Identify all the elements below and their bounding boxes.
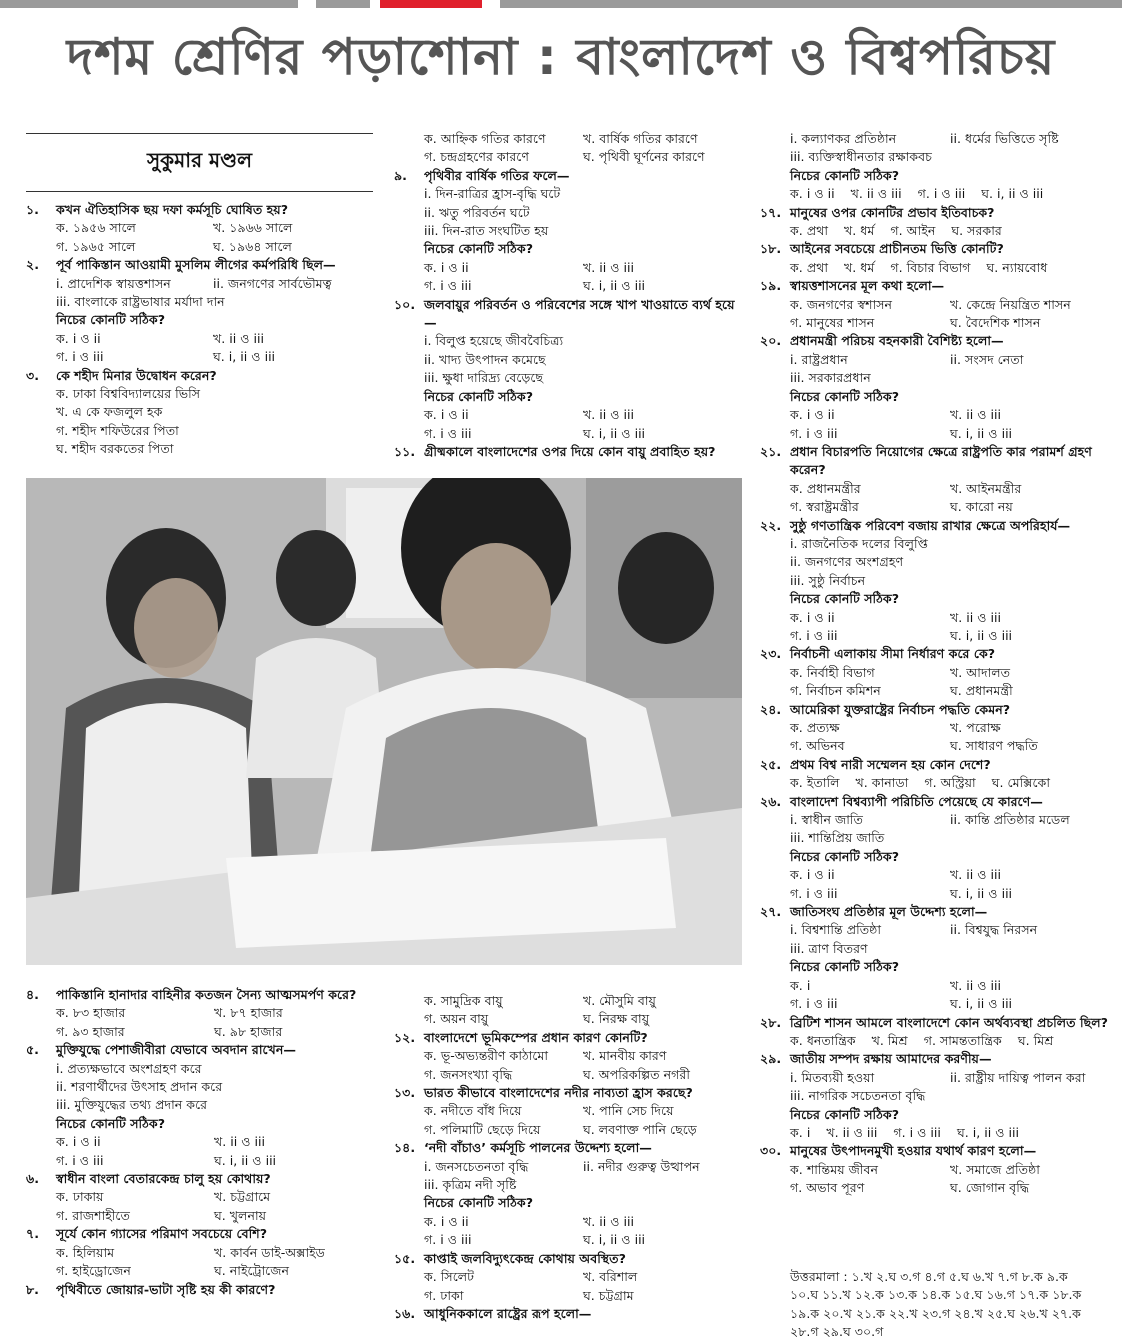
question-number: ২৬.	[760, 793, 782, 809]
question-28	[760, 1014, 1110, 1051]
option: ক. প্রত্যক্ষ	[790, 720, 840, 735]
column-2-bottom	[394, 992, 742, 1323]
question-number: ২৫.	[760, 756, 782, 772]
option: ক. নদীতে বাঁধ দিয়ে	[424, 1103, 522, 1119]
statement: i. দিন-রাত্রির হ্রাস-বৃদ্ধি ঘটে	[424, 186, 561, 202]
question-8	[26, 1281, 372, 1299]
question-number: ১৬.	[394, 1305, 416, 1321]
statement: i. বিশ্বশান্তি প্রতিষ্ঠা	[790, 922, 882, 938]
question-text: কখন ঐতিহাসিক ছয় দফা কর্মসূচি ঘোষিত হয়?	[56, 202, 288, 217]
option: ক. ঢাকায়	[56, 1189, 104, 1205]
option: ক. i ও ii	[56, 330, 101, 346]
option: খ. ধর্ম	[844, 259, 875, 275]
question-9	[394, 167, 742, 296]
statement: iii. সরকারপ্রধান	[790, 370, 871, 386]
question-text: প্রথম বিশ্ব নারী সম্মেলন হয় কোন দেশে?	[790, 756, 991, 772]
option: গ. বিচার বিভাগ	[890, 259, 971, 275]
question-number: ১৩.	[394, 1085, 416, 1101]
question-number: ১০.	[394, 296, 416, 312]
statement: iii. ত্রাণ বিতরণ	[790, 940, 868, 956]
question-text: ব্রিটিশ শাসন আমলে বাংলাদেশে কোন অর্থব্যবস্থা প্রচলিত ছিল?	[790, 1014, 1108, 1030]
question-5	[26, 1041, 372, 1170]
option: খ. এ কে ফজলুল হক	[56, 404, 163, 420]
option: ক. i ও ii	[56, 1134, 101, 1150]
option: খ. কেন্দ্রে নিয়ন্ত্রিত শাসন	[950, 296, 1071, 312]
option: গ. আইন	[890, 223, 936, 239]
question-number: ১৭.	[760, 204, 782, 220]
option: ক. ৮৩ হাজার	[56, 1005, 126, 1021]
statement: ii. শরণার্থীদের উৎসাহ প্রদান করে	[56, 1079, 223, 1095]
option: ঘ. নিরক্ষ বায়ু	[583, 1011, 650, 1027]
option: ঘ. i, ii ও iii	[950, 425, 1013, 441]
question-text: সুষ্ঠু গণতান্ত্রিক পরিবেশ বজায় রাখার ক্ষেত্রে অপরিহার্য—	[790, 517, 1071, 533]
option: গ. i ও iii	[790, 885, 838, 901]
question-number: ৩০.	[760, 1143, 782, 1159]
option: খ. ii ও iii	[583, 407, 635, 423]
option: ঘ. লবণাক্ত পানি ছেড়ে	[583, 1121, 697, 1137]
option: ক. ইতালি	[790, 775, 840, 791]
option: ঘ. জোগান বৃদ্ধি	[950, 1180, 1030, 1196]
question-19	[760, 277, 1110, 332]
option: ঘ. প্রধানমন্ত্রী	[950, 683, 1013, 699]
option: ক. ভূ-অভ্যন্তরীণ কাঠামো	[424, 1048, 549, 1064]
author-byline: সুকুমার মণ্ডল	[26, 133, 373, 192]
top-rule-gray-mid	[316, 0, 370, 8]
option: ক. ১৯৫৬ সালে	[56, 220, 136, 236]
statement: ii. কান্তি প্রতিষ্ঠার মডেল	[950, 812, 1070, 828]
which-correct: নিচের কোনটি সঠিক?	[790, 848, 899, 864]
question-number: ৯.	[394, 167, 407, 183]
question-27	[760, 903, 1110, 1013]
option: ক. আহ্নিক গতির কারণে	[424, 131, 546, 146]
question-15	[394, 1250, 742, 1305]
question-number: ১৯.	[760, 278, 782, 294]
option: ঘ. i, ii ও iii	[950, 885, 1013, 901]
question-number: ১২.	[394, 1029, 416, 1045]
which-correct: নিচের কোনটি সঠিক?	[56, 1115, 165, 1131]
question-text: জাতিসংঘ প্রতিষ্ঠার মূল উদ্দেশ্য হলো—	[790, 904, 988, 920]
photo-illustration	[26, 478, 742, 965]
option: গ. চন্দ্রগ্রহণের কারণে	[424, 149, 529, 165]
option: খ. ii ও iii	[214, 1134, 266, 1150]
option: ক. হিলিয়াম	[56, 1244, 115, 1260]
option: ঘ. অপরিকল্পিত নগরী	[583, 1066, 690, 1082]
question-text: পৃথিবীর বার্ষিক গতির ফলে—	[424, 167, 570, 183]
option: গ. ৯৩ হাজার	[56, 1023, 125, 1039]
option: গ. i ও iii	[424, 1232, 472, 1248]
option: ঘ. সাধারণ পদ্ধতি	[950, 738, 1038, 754]
option: ক. নির্বাহী বিভাগ	[790, 664, 875, 680]
option: ঘ. কারো নয়	[950, 499, 1013, 515]
option: খ. ii ও iii	[950, 977, 1002, 993]
answer-line: ১৯.ক ২০.খ ২১.ক ২২.খ ২৩.গ ২৪.খ ২৫.ঘ ২৬.খ ২৭.ক	[790, 1305, 1081, 1321]
option: খ. কার্বন ডাই-অক্সাইড	[214, 1244, 325, 1260]
option: ঘ. ন্যায়বোধ	[986, 259, 1048, 275]
option: ঘ. খুলনায়	[214, 1207, 267, 1223]
option: খ. কানাডা	[855, 775, 909, 791]
statement: i. মিতব্যয়ী হওয়া	[790, 1069, 875, 1085]
option: খ. মিশ্র	[871, 1032, 908, 1048]
statement: i. কল্যাণকর প্রতিষ্ঠান	[790, 131, 897, 146]
statement: ii. রাষ্ট্রীয় দায়িত্ব পালন করা	[950, 1069, 1086, 1085]
question-text: পূর্ব পাকিস্তান আওয়ামী মুসলিম লীগের কর্মপরিধি ছিল—	[56, 257, 336, 273]
which-correct: নিচের কোনটি সঠিক?	[56, 312, 165, 328]
option: ক. i ও ii	[424, 259, 469, 275]
option: ঘ. চট্টগ্রাম	[583, 1287, 634, 1303]
question-number: ৪.	[26, 987, 39, 1002]
option: ক. প্রথা	[790, 223, 829, 239]
option: খ. ii ও iii	[850, 186, 902, 202]
statement: iii. ক্ষুধা দারিদ্র্য বেড়েছে	[424, 370, 544, 386]
option: গ. সামন্ততান্ত্রিক	[923, 1032, 1002, 1048]
question-6	[26, 1170, 372, 1225]
question-22	[760, 517, 1110, 646]
option: গ. i ও iii	[893, 1124, 941, 1140]
question-text: গ্রীষ্মকালে বাংলাদেশের ওপর দিয়ে কোন বায়ু প্রবাহিত হয়?	[424, 443, 716, 459]
question-number: ১৪.	[394, 1140, 416, 1156]
option: ক. শান্তিময় জীবন	[790, 1161, 879, 1177]
option: খ. ii ও iii	[583, 259, 635, 275]
option: গ. অভাব পূরণ	[790, 1180, 865, 1196]
option: ঘ. i, ii ও iii	[583, 278, 646, 294]
statement: i. জনসচেতনতা বৃদ্ধি	[424, 1158, 529, 1174]
which-correct: নিচের কোনটি সঠিক?	[790, 388, 899, 404]
question-11	[394, 443, 742, 461]
option: গ. অয়ন বায়ু	[424, 1011, 489, 1027]
question-text: মানুষের ওপর কোনটির প্রভাব ইতিবাচক?	[790, 204, 995, 220]
option: খ. চট্টগ্রামে	[214, 1189, 271, 1205]
option: গ. i ও iii	[790, 627, 838, 643]
option: ঘ. i, ii ও iii	[583, 425, 646, 441]
option: ঘ. i, ii ও iii	[981, 186, 1044, 202]
question-number: ১৮.	[760, 241, 782, 257]
option: ক. i ও ii	[790, 867, 835, 883]
which-correct: নিচের কোনটি সঠিক?	[790, 1106, 899, 1122]
question-number: ২১.	[760, 443, 782, 459]
question-number: ২৪.	[760, 701, 782, 717]
statement: i. রাষ্ট্রপ্রধান	[790, 351, 848, 367]
option: খ. ii ও iii	[826, 1124, 878, 1140]
option: খ. ৮৭ হাজার	[214, 1005, 283, 1021]
statement: iii. শান্তিপ্রিয় জাতি	[790, 830, 885, 846]
statement: ii. খাদ্য উৎপাদন কমেছে	[424, 351, 546, 367]
which-correct: নিচের কোনটি সঠিক?	[790, 167, 899, 183]
question-number: ১১.	[394, 443, 416, 459]
option: খ. বার্ষিক গতির কারণে	[583, 131, 698, 146]
option: গ. অস্ট্রিয়া	[924, 775, 976, 791]
option: গ. i ও iii	[424, 278, 472, 294]
statement: ii. সংসদ নেতা	[950, 351, 1024, 367]
option: ক. জনগণের স্বশাসন	[790, 296, 893, 312]
question-number: ২০.	[760, 333, 782, 349]
question-2	[26, 256, 370, 366]
question-number: ৭.	[26, 1226, 39, 1242]
students-exam-photo	[26, 478, 742, 965]
question-text: স্বায়ত্তশাসনের মূল কথা হলো—	[790, 278, 945, 294]
statement: ii. জনগণের সার্বভৌমত্ব	[213, 275, 332, 291]
question-text: ‘নদী বাঁচাও’ কর্মসূচি পালনের উদ্দেশ্য হলো—	[424, 1140, 652, 1156]
option: ঘ. i, ii ও iii	[950, 627, 1013, 643]
question-number: ২৩.	[760, 646, 782, 662]
statement: i. রাজনৈতিক দলের বিলুপ্তি	[790, 535, 928, 551]
column-1-bottom	[26, 986, 372, 1299]
answer-line: উত্তরমালা : ১.খ ২.ঘ ৩.গ ৪.গ ৫.ঘ ৬.খ ৭.গ ৮.ক ৯.ক	[790, 1269, 1068, 1284]
which-correct: নিচের কোনটি সঠিক?	[424, 1195, 533, 1211]
option: ক. i ও ii	[790, 407, 835, 423]
option: ঘ. i, ii ও iii	[583, 1232, 646, 1248]
option: ঘ. i, ii ও iii	[213, 349, 276, 365]
top-rule-gray-left	[0, 0, 298, 8]
statement: i. বিলুপ্ত হয়েছে জীববৈচিত্র্য	[424, 333, 564, 349]
question-4	[26, 986, 372, 1041]
option: ক. i ও ii	[424, 1213, 469, 1229]
option: ঘ. শহীদ বরকতের পিতা	[56, 441, 174, 457]
question-14	[394, 1139, 742, 1249]
option: ক. i ও ii	[424, 407, 469, 423]
question-text: আইনের সবচেয়ে প্রাচীনতম ভিত্তি কোনটি?	[790, 241, 1004, 257]
question-text: পাকিস্তানি হানাদার বাহিনীর কতজন সৈন্য আত্মসমর্পণ করে?	[56, 987, 357, 1002]
option: খ. ii ও iii	[950, 867, 1002, 883]
top-rule-gray-right	[500, 0, 1122, 8]
question-number: ৮.	[26, 1281, 39, 1297]
question-3	[26, 367, 370, 459]
question-number: ১৫.	[394, 1250, 416, 1266]
option: গ. i ও iii	[56, 1152, 104, 1168]
option: গ. i ও iii	[790, 425, 838, 441]
option: গ. i ও iii	[917, 186, 966, 202]
question-number: ২৮.	[760, 1014, 782, 1030]
option: গ. নির্বাচন কমিশন	[790, 683, 881, 699]
option: খ. ii ও iii	[583, 1213, 635, 1229]
option: গ. i ও iii	[56, 349, 104, 365]
statement: ii. জনগণের অংশগ্রহণ	[790, 554, 904, 570]
page-title: দশম শ্রেণির পড়াশোনা : বাংলাদেশ ও বিশ্বপরিচয়	[66, 28, 1056, 86]
option: গ. i ও iii	[790, 996, 838, 1012]
statement: iii. মুক্তিযুদ্ধের তথ্য প্রদান করে	[56, 1097, 208, 1113]
option: ক. প্রধানমন্ত্রীর	[790, 480, 861, 496]
option: ক. i ও ii	[790, 609, 835, 625]
question-number: ২২.	[760, 517, 782, 533]
question-21	[760, 443, 1110, 517]
option: ক. সামুদ্রিক বায়ু	[424, 993, 503, 1008]
question-text: জলবায়ুর পরিবর্তন ও পরিবেশের সঙ্গে খাপ খাওয়াতে ব্যর্থ হয়ে—	[424, 296, 735, 331]
option: গ. অভিনব	[790, 738, 845, 754]
statement: ii. নদীর গুরুত্ব উত্থাপন	[583, 1158, 700, 1174]
option: ক. ধনতান্ত্রিক	[790, 1032, 856, 1048]
option: খ. আইনমন্ত্রীর	[950, 480, 1022, 496]
option: খ. ধর্ম	[844, 223, 875, 239]
question-24	[760, 701, 1110, 756]
question-number: ২.	[26, 257, 39, 273]
column-3	[760, 130, 1110, 1198]
question-text: সূর্যে কোন গ্যাসের পরিমাণ সবচেয়ে বেশি?	[56, 1226, 267, 1242]
top-rule-red	[380, 0, 482, 8]
answer-line: ২৮.গ ২৯.ঘ ৩০.গ	[790, 1324, 884, 1340]
option: ঘ. মেক্সিকো	[991, 775, 1050, 791]
option: ঘ. পৃথিবী ঘূর্ণনের কারণে	[583, 149, 705, 165]
question-17	[760, 204, 1110, 241]
option: খ. মানবীয় কারণ	[583, 1048, 667, 1064]
option: গ. ১৯৬৫ সালে	[56, 238, 136, 254]
question-text: নির্বাচনী এলাকায় সীমা নির্ধারণ করে কে?	[790, 646, 996, 662]
question-text: প্রধানমন্ত্রী পরিচয় বহনকারী বৈশিষ্ট্য হলো—	[790, 333, 1004, 349]
which-correct: নিচের কোনটি সঠিক?	[790, 591, 899, 607]
option: গ. মানুষের শাসন	[790, 315, 875, 331]
option: খ. সমাজে প্রতিষ্ঠা	[950, 1161, 1040, 1177]
question-text: মানুষের উৎপাদনমুখী হওয়ার যথার্থ কারণ হলো—	[790, 1143, 1037, 1159]
option: খ. বরিশাল	[583, 1269, 638, 1285]
question-number: ৫.	[26, 1042, 39, 1058]
option: ঘ. i, ii ও iii	[956, 1124, 1019, 1140]
which-correct: নিচের কোনটি সঠিক?	[790, 959, 899, 975]
statement: iii. বাংলাকে রাষ্ট্রভাষার মর্যাদা দান	[56, 294, 225, 310]
statement: iii. ব্যক্তিস্বাধীনতার রক্ষাকবচ	[790, 149, 932, 165]
statement: i. স্বাধীন জাতি	[790, 812, 863, 828]
option: খ. পরোক্ষ	[950, 720, 1001, 735]
question-text: মুক্তিযুদ্ধে পেশাজীবীরা যেভাবে অবদান রাখেন—	[56, 1042, 296, 1058]
question-number: ২৭.	[760, 904, 782, 920]
question-text: আমেরিকা যুক্তরাষ্ট্রের নির্বাচন পদ্ধতি কেমন?	[790, 701, 1011, 717]
question-25	[760, 756, 1110, 793]
option: গ. i ও iii	[424, 425, 472, 441]
statement: iii. দিন-রাত সংঘটিত হয়	[424, 223, 549, 239]
question-10	[394, 296, 742, 443]
question-text: কে শহীদ মিনার উদ্বোধন করেন?	[56, 367, 217, 383]
question-text: ভারত কীভাবে বাংলাদেশের নদীর নাব্যতা হ্রাস করছে?	[424, 1085, 693, 1101]
which-correct: নিচের কোনটি সঠিক?	[424, 388, 533, 404]
option: ক. i	[790, 1124, 811, 1140]
statement: iii. কৃত্রিম নদী সৃষ্টি	[424, 1177, 517, 1193]
option: গ. জনসংখ্যা বৃদ্ধি	[424, 1066, 513, 1082]
question-7	[26, 1225, 372, 1280]
option: গ. স্বরাষ্ট্রমন্ত্রীর	[790, 499, 859, 515]
column-1-top	[26, 201, 370, 459]
question-20	[760, 332, 1110, 442]
question-number: ২৯.	[760, 1051, 782, 1067]
statement: iii. সুষ্ঠু নির্বাচন	[790, 572, 866, 588]
question-23	[760, 645, 1110, 700]
question-number: ১.	[26, 202, 39, 217]
question-text: পৃথিবীতে জোয়ার-ভাটা সৃষ্টি হয় কী কারণে?	[56, 1281, 276, 1297]
question-number: ৩.	[26, 367, 39, 383]
question-1	[26, 201, 370, 256]
option: গ. ঢাকা	[424, 1287, 464, 1303]
option: ঘ. ১৯৬৪ সালে	[213, 238, 292, 254]
statement: ii. ধর্মের ভিত্তিতে সৃষ্টি	[950, 131, 1059, 146]
option: ঘ. মিশ্র	[1017, 1032, 1054, 1048]
option: খ. ১৯৬৬ সালে	[213, 220, 293, 236]
question-text: প্রধান বিচারপতি নিয়োগের ক্ষেত্রে রাষ্ট্রপতি কার পরামর্শ গ্রহণ করেন?	[790, 443, 1092, 478]
option: খ. আদালত	[950, 664, 1011, 680]
question-text: বাংলাদেশে ভূমিকম্পের প্রধান কারণ কোনটি?	[424, 1029, 648, 1045]
statement: i. প্রাদেশিক স্বায়ত্তশাসন	[56, 275, 171, 291]
option: ঘ. ৯৮ হাজার	[214, 1023, 283, 1039]
statement: iii. নাগরিক সচেতনতা বৃদ্ধি	[790, 1088, 926, 1104]
question-18	[760, 240, 1110, 277]
which-correct: নিচের কোনটি সঠিক?	[424, 241, 533, 257]
option: ক. সিলেট	[424, 1269, 475, 1285]
question-13	[394, 1084, 742, 1139]
question-text: আধুনিককালে রাষ্ট্রের রূপ হলো—	[424, 1305, 592, 1321]
option: গ. হাইড্রোজেন	[56, 1263, 131, 1279]
option: ক. প্রথা	[790, 259, 829, 275]
option: ঘ. নাইট্রোজেন	[214, 1263, 290, 1279]
option: খ. ii ও iii	[950, 407, 1002, 423]
option: ঘ. i, ii ও iii	[950, 996, 1013, 1012]
question-text: কাপ্তাই জলবিদ্যুৎকেন্দ্র কোথায় অবস্থিত?	[424, 1250, 626, 1266]
question-text: বাংলাদেশ বিশ্বব্যাপী পরিচিতি পেয়েছে যে কারণে—	[790, 793, 1043, 809]
question-number: ৬.	[26, 1171, 39, 1187]
answer-line: ১০.ঘ ১১.খ ১২.ক ১৩.ক ১৪.ক ১৫.ঘ ১৬.গ ১৭.ক ১৮.ক	[790, 1287, 1082, 1303]
question-text: জাতীয় সম্পদ রক্ষায় আমাদের করণীয়—	[790, 1051, 992, 1067]
answer-key	[790, 1268, 1120, 1342]
option: গ. পলিমাটি ছেড়ে দিয়ে	[424, 1121, 541, 1137]
statement: ii. ঋতু পরিবর্তন ঘটে	[424, 204, 530, 220]
option: ঘ. সরকার	[951, 223, 1002, 239]
question-30	[760, 1142, 1110, 1197]
question-16	[394, 1305, 742, 1323]
question-29	[760, 1050, 1110, 1142]
option: ক. i	[790, 977, 811, 993]
statement: ii. বিশ্বযুদ্ধ নিরসন	[950, 922, 1038, 938]
option: খ. ii ও iii	[213, 330, 265, 346]
question-12	[394, 1029, 742, 1084]
option: খ. মৌসুমি বায়ু	[583, 993, 656, 1008]
option: গ. শহীদ শফিউরের পিতা	[56, 422, 179, 438]
option: ঘ. i, ii ও iii	[214, 1152, 277, 1168]
column-2-top	[394, 130, 742, 461]
option: খ. পানি সেচ দিয়ে	[583, 1103, 674, 1119]
statement: i. প্রত্যক্ষভাবে অংশগ্রহণ করে	[56, 1060, 202, 1076]
option: ক. ঢাকা বিশ্ববিদ্যালয়ের ভিসি	[56, 386, 201, 402]
question-text: স্বাধীন বাংলা বেতারকেন্দ্র চালু হয় কোথায়?	[56, 1171, 271, 1187]
option: খ. ii ও iii	[950, 609, 1002, 625]
option: গ. রাজশাহীতে	[56, 1207, 130, 1223]
option: ক. i ও ii	[790, 186, 835, 202]
option: ঘ. বৈদেশিক শাসন	[950, 315, 1041, 331]
question-26	[760, 793, 1110, 903]
